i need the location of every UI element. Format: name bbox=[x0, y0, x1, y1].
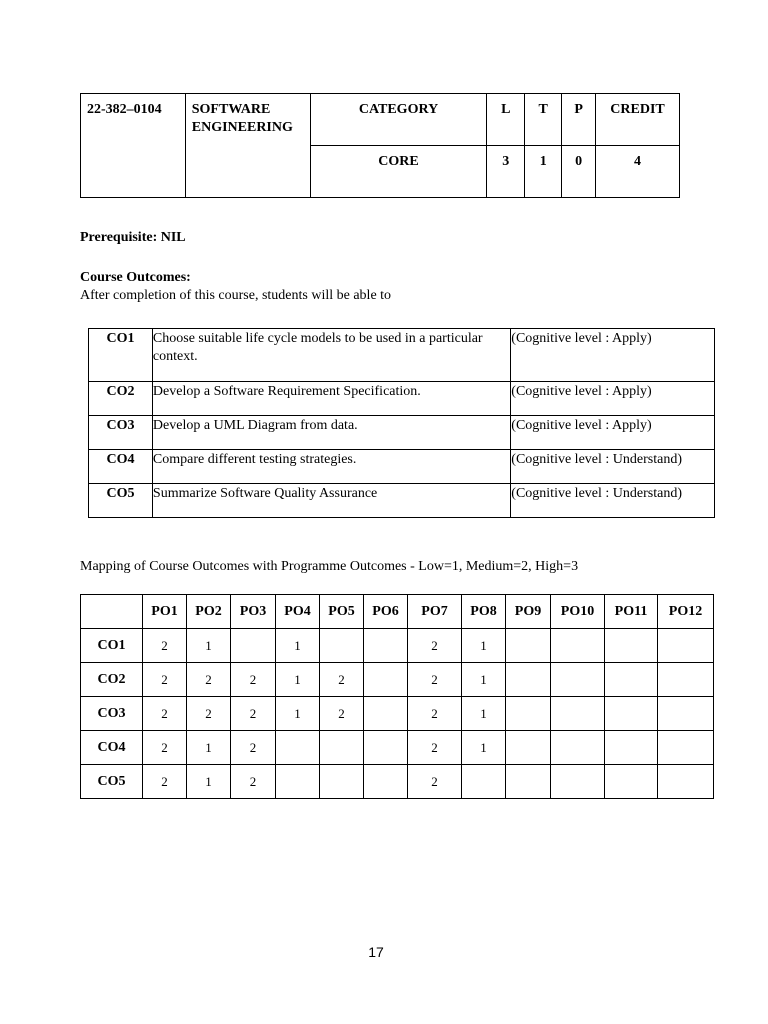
outcome-level: (Cognitive level : Understand) bbox=[511, 450, 715, 484]
mapping-cell bbox=[658, 663, 714, 697]
course-code: 22-382–0104 bbox=[81, 94, 186, 198]
co-po-mapping-table bbox=[80, 594, 714, 799]
mapping-cell bbox=[364, 663, 408, 697]
credit-value: 4 bbox=[596, 146, 680, 198]
table-row bbox=[89, 450, 715, 484]
course-header-table bbox=[80, 93, 680, 198]
po-header: PO8 bbox=[462, 595, 506, 629]
outcome-level: (Cognitive level : Apply) bbox=[511, 382, 715, 416]
po-header: PO4 bbox=[276, 595, 320, 629]
table-row bbox=[81, 765, 714, 799]
mapping-cell: 1 bbox=[462, 697, 506, 731]
l-value: 3 bbox=[487, 146, 525, 198]
mapping-cell: 2 bbox=[143, 697, 187, 731]
mapping-cell: 2 bbox=[231, 663, 276, 697]
mapping-cell bbox=[364, 629, 408, 663]
po-header: PO5 bbox=[320, 595, 364, 629]
mapping-cell bbox=[551, 765, 605, 799]
mapping-header-row bbox=[81, 595, 714, 629]
mapping-cell bbox=[551, 629, 605, 663]
po-header: PO3 bbox=[231, 595, 276, 629]
po-header: PO6 bbox=[364, 595, 408, 629]
outcome-text: Summarize Software Quality Assurance bbox=[152, 484, 510, 518]
mapping-cell bbox=[551, 731, 605, 765]
outcome-code: CO4 bbox=[89, 450, 153, 484]
mapping-cell bbox=[231, 629, 276, 663]
l-header: L bbox=[487, 94, 525, 146]
mapping-cell: 1 bbox=[276, 663, 320, 697]
mapping-cell bbox=[605, 663, 658, 697]
t-header: T bbox=[525, 94, 562, 146]
outcome-text: Choose suitable life cycle models to be used in a particular context. bbox=[152, 329, 510, 382]
mapping-cell: 1 bbox=[187, 731, 231, 765]
course-name-line2: ENGINEERING bbox=[191, 120, 293, 135]
mapping-cell: 1 bbox=[276, 697, 320, 731]
mapping-cell: 2 bbox=[143, 663, 187, 697]
mapping-cell: 2 bbox=[187, 663, 231, 697]
mapping-cell bbox=[506, 765, 551, 799]
mapping-cell bbox=[658, 765, 714, 799]
table-row bbox=[89, 329, 715, 382]
mapping-cell: 2 bbox=[143, 765, 187, 799]
outcome-text: Develop a Software Requirement Specification. bbox=[152, 382, 510, 416]
outcome-level: (Cognitive level : Understand) bbox=[511, 484, 715, 518]
page-number: 17 bbox=[368, 944, 384, 960]
mapping-cell bbox=[364, 731, 408, 765]
row-label: CO1 bbox=[81, 629, 143, 663]
mapping-cell: 2 bbox=[320, 697, 364, 731]
mapping-cell bbox=[658, 731, 714, 765]
mapping-cell: 2 bbox=[408, 697, 462, 731]
mapping-cell: 2 bbox=[143, 629, 187, 663]
mapping-title: Mapping of Course Outcomes with Programme Outcomes - Low=1, Medium=2, High=3 bbox=[80, 559, 579, 574]
po-header: PO1 bbox=[143, 595, 187, 629]
outcome-code: CO5 bbox=[89, 484, 153, 518]
table-row bbox=[89, 484, 715, 518]
table-row bbox=[89, 382, 715, 416]
mapping-cell: 1 bbox=[462, 629, 506, 663]
mapping-cell bbox=[658, 629, 714, 663]
mapping-cell bbox=[605, 629, 658, 663]
mapping-cell bbox=[551, 697, 605, 731]
mapping-cell bbox=[506, 663, 551, 697]
po-header: PO11 bbox=[605, 595, 658, 629]
po-header: PO9 bbox=[506, 595, 551, 629]
row-label: CO2 bbox=[81, 663, 143, 697]
outcome-level: (Cognitive level : Apply) bbox=[511, 329, 715, 382]
outcome-code: CO1 bbox=[89, 329, 153, 382]
row-label: CO5 bbox=[81, 765, 143, 799]
outcome-level: (Cognitive level : Apply) bbox=[511, 416, 715, 450]
mapping-cell bbox=[276, 731, 320, 765]
p-value: 0 bbox=[562, 146, 596, 198]
po-header: PO12 bbox=[658, 595, 714, 629]
corner-cell bbox=[81, 595, 143, 629]
mapping-cell bbox=[605, 697, 658, 731]
p-header: P bbox=[562, 94, 596, 146]
mapping-cell bbox=[276, 765, 320, 799]
mapping-cell: 2 bbox=[231, 731, 276, 765]
po-header: PO2 bbox=[187, 595, 231, 629]
prerequisite: Prerequisite: NIL bbox=[80, 230, 186, 245]
mapping-cell: 1 bbox=[462, 663, 506, 697]
mapping-cell bbox=[364, 697, 408, 731]
mapping-cell bbox=[506, 697, 551, 731]
mapping-cell: 2 bbox=[408, 765, 462, 799]
outcomes-intro: After completion of this course, students will be able to bbox=[80, 288, 392, 303]
course-name-line1: SOFTWARE bbox=[191, 102, 271, 117]
table-row bbox=[81, 731, 714, 765]
course-outcomes-table bbox=[88, 328, 715, 518]
mapping-cell: 2 bbox=[408, 731, 462, 765]
table-row bbox=[81, 629, 714, 663]
mapping-cell: 2 bbox=[408, 629, 462, 663]
outcomes-heading: Course Outcomes: bbox=[80, 270, 191, 285]
course-name bbox=[185, 94, 310, 198]
outcome-text: Compare different testing strategies. bbox=[152, 450, 510, 484]
mapping-cell bbox=[462, 765, 506, 799]
table-row bbox=[81, 663, 714, 697]
po-header: PO7 bbox=[408, 595, 462, 629]
mapping-cell bbox=[320, 731, 364, 765]
mapping-cell: 1 bbox=[462, 731, 506, 765]
mapping-cell: 2 bbox=[231, 765, 276, 799]
mapping-cell bbox=[320, 629, 364, 663]
outcome-code: CO2 bbox=[89, 382, 153, 416]
mapping-cell: 2 bbox=[143, 731, 187, 765]
mapping-cell bbox=[320, 765, 364, 799]
outcome-text: Develop a UML Diagram from data. bbox=[152, 416, 510, 450]
mapping-cell: 2 bbox=[187, 697, 231, 731]
mapping-cell: 1 bbox=[187, 629, 231, 663]
row-label: CO3 bbox=[81, 697, 143, 731]
mapping-cell: 1 bbox=[187, 765, 231, 799]
mapping-cell bbox=[364, 765, 408, 799]
mapping-cell bbox=[605, 765, 658, 799]
table-row bbox=[89, 416, 715, 450]
mapping-cell bbox=[551, 663, 605, 697]
mapping-cell: 1 bbox=[276, 629, 320, 663]
mapping-cell: 2 bbox=[408, 663, 462, 697]
mapping-cell: 2 bbox=[231, 697, 276, 731]
mapping-cell bbox=[506, 629, 551, 663]
mapping-cell bbox=[658, 697, 714, 731]
credit-header: CREDIT bbox=[596, 94, 680, 146]
table-row bbox=[81, 697, 714, 731]
category-value: CORE bbox=[310, 146, 487, 198]
outcome-code: CO3 bbox=[89, 416, 153, 450]
category-header: CATEGORY bbox=[310, 94, 487, 146]
row-label: CO4 bbox=[81, 731, 143, 765]
mapping-cell bbox=[506, 731, 551, 765]
mapping-cell bbox=[605, 731, 658, 765]
t-value: 1 bbox=[525, 146, 562, 198]
mapping-cell: 2 bbox=[320, 663, 364, 697]
po-header: PO10 bbox=[551, 595, 605, 629]
